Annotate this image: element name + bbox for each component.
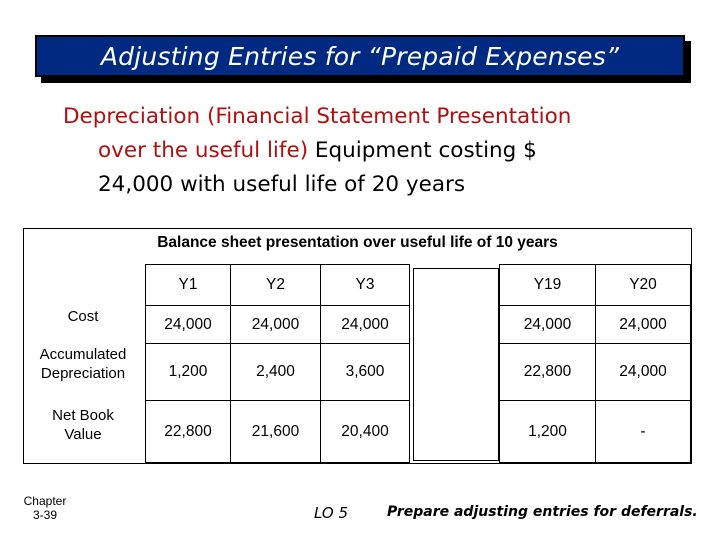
cell-nbv-y3: 20,400 bbox=[320, 400, 410, 463]
chapter-word: Chapter bbox=[23, 494, 67, 508]
learning-objective-number: LO 5 bbox=[314, 504, 349, 522]
learning-objective-text: Prepare adjusting entries for deferrals. bbox=[387, 504, 698, 520]
row-label-depreciation: Depreciation bbox=[40, 365, 126, 382]
header-y2: Y2 bbox=[230, 264, 321, 306]
omitted-years-gap bbox=[413, 268, 499, 461]
cell-cost-y19: 24,000 bbox=[499, 305, 596, 344]
row-label-cost: Cost bbox=[67, 308, 99, 325]
title-banner bbox=[35, 35, 685, 77]
cell-cost-y20: 24,000 bbox=[595, 305, 691, 344]
row-label-accumulated-depreciation bbox=[24, 345, 142, 383]
slide-body bbox=[63, 100, 693, 202]
body-line-2-black: Equipment costing $ bbox=[308, 138, 537, 163]
header-y20: Y20 bbox=[595, 264, 691, 306]
body-line-2 bbox=[63, 134, 693, 168]
header-y1: Y1 bbox=[145, 264, 231, 306]
cell-accum-y1: 1,200 bbox=[145, 343, 231, 401]
body-line-3: 24,000 with useful life of 20 years bbox=[98, 172, 466, 197]
table-caption: Balance sheet presentation over useful life of 10 years bbox=[157, 234, 558, 251]
chapter-label bbox=[15, 494, 75, 522]
header-y19: Y19 bbox=[499, 264, 596, 306]
cell-nbv-y1: 22,800 bbox=[145, 400, 231, 463]
header-y3: Y3 bbox=[320, 264, 410, 306]
cell-accum-y20: 24,000 bbox=[595, 343, 691, 401]
body-line-1: Depreciation (Financial Statement Presentation bbox=[63, 104, 572, 129]
cell-nbv-y20: - bbox=[595, 400, 691, 463]
row-label-net-book: Net Book bbox=[52, 407, 114, 424]
cell-accum-y19: 22,800 bbox=[499, 343, 596, 401]
cell-accum-y3: 3,600 bbox=[320, 343, 410, 401]
row-label-net-book-value bbox=[24, 406, 142, 444]
cell-nbv-y19: 1,200 bbox=[499, 400, 596, 463]
slide-title: Adjusting Entries for “Prepaid Expenses” bbox=[100, 41, 620, 71]
row-label-value: Value bbox=[64, 426, 102, 443]
cell-cost-y1: 24,000 bbox=[145, 305, 231, 344]
cell-accum-y2: 2,400 bbox=[230, 343, 321, 401]
chapter-number: 3-39 bbox=[32, 508, 58, 522]
cell-nbv-y2: 21,600 bbox=[230, 400, 321, 463]
body-line-2-red: over the useful life) bbox=[98, 138, 309, 163]
cell-cost-y2: 24,000 bbox=[230, 305, 321, 344]
cell-cost-y3: 24,000 bbox=[320, 305, 410, 344]
row-label-accumulated: Accumulated bbox=[39, 346, 127, 363]
